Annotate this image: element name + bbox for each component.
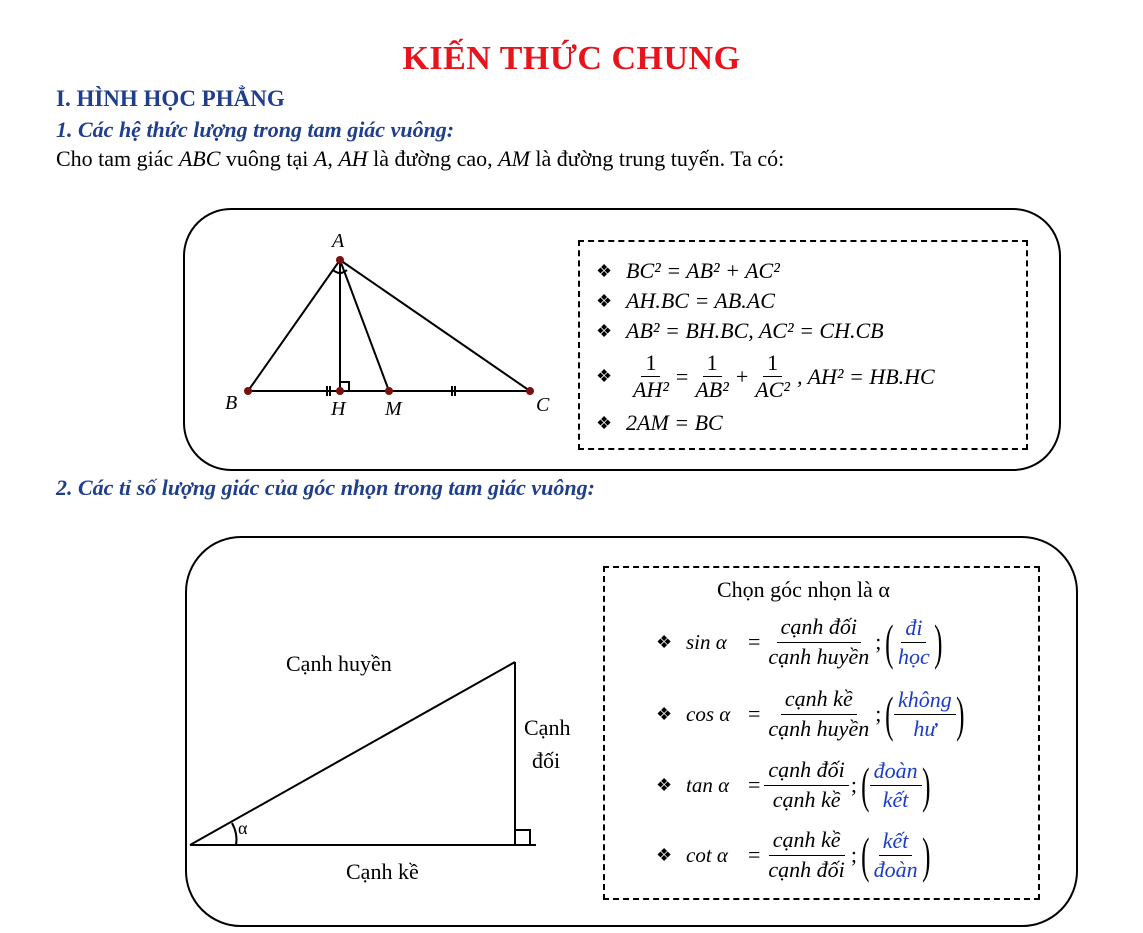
trig-row-cos: ❖ cos α = $\frac{\text{cạnh kề}}{\text{cạnh huyền}}$ ; ( $\frac{\text{không}}{hư}$ ) xyxy=(656,686,965,743)
page-title: KIẾN THỨC CHUNG xyxy=(402,40,741,77)
vertex-c-label: C xyxy=(536,394,550,416)
subsection-heading-1: 1. Các hệ thức lượng trong tam giác vuông: xyxy=(56,117,455,142)
opposite-label-line2: đối xyxy=(532,748,561,773)
opposite-label-line1: Cạnh xyxy=(524,715,571,740)
formula-leg-projection: ❖ AB² = BH.BC, AC² = CH.CB xyxy=(596,318,884,343)
bullet-icon: ❖ xyxy=(596,412,613,433)
formula-reciprocal: ❖ $\frac{1}{\text{AH²}}$ = $\frac{1}{\text{AB²}}$ + $\frac{1}{\text{AC²}}$ , AH² = HB.HC xyxy=(596,350,935,403)
bullet-icon: ❖ xyxy=(596,366,613,387)
trig-row-tan: ❖ tan α = $\frac{\text{cạnh đối}}{\text{cạnh kề}}$ ; ( $\frac{\text{đoàn}}{\text{kết}}$ ) xyxy=(656,757,931,814)
bullet-icon: ❖ xyxy=(656,631,673,652)
trig-header: Chọn góc nhọn là α xyxy=(717,577,890,602)
bullet-icon: ❖ xyxy=(656,703,673,724)
formula-median: ❖ 2AM = BC xyxy=(596,410,723,435)
vertex-b-label: B xyxy=(225,392,238,414)
point-m-label: M xyxy=(385,398,402,420)
formula-altitude-product: ❖ AH.BC = AB.AC xyxy=(596,288,775,313)
trig-row-cot: ❖ cot α = $\frac{\text{cạnh kề}}{\text{cạnh đối}}$ ; ( $\frac{\text{kết}}{\text{đoàn}}$ ) xyxy=(656,827,931,884)
section-heading: I. HÌNH HỌC PHẲNG xyxy=(56,86,285,111)
subsection-heading-2: 2. Các tỉ số lượng giác của góc nhọn trong tam giác vuông: xyxy=(56,475,595,500)
formula-pythagoras: ❖ BC² = AB² + AC² xyxy=(596,258,780,283)
bullet-icon: ❖ xyxy=(596,320,613,341)
hypotenuse-label: Cạnh huyền xyxy=(286,651,392,676)
alpha-angle-label: α xyxy=(238,818,248,838)
bullet-icon: ❖ xyxy=(656,774,673,795)
bullet-icon: ❖ xyxy=(596,290,613,311)
vertex-a-label: A xyxy=(332,230,345,252)
point-h-label: H xyxy=(331,398,346,420)
trig-row-sin: ❖ sin α = $\frac{\text{cạnh đối}}{\text{cạnh huyền}}$ ; ( $\frac{đi}{\text{học}}$ ) xyxy=(656,614,943,671)
bullet-icon: ❖ xyxy=(596,260,613,281)
adjacent-label: Cạnh kề xyxy=(346,859,419,884)
intro-paragraph: Cho tam giác ABC vuông tại A, AH là đường cao, AM là đường trung tuyến. Ta có: xyxy=(56,146,785,171)
bullet-icon: ❖ xyxy=(656,844,673,865)
